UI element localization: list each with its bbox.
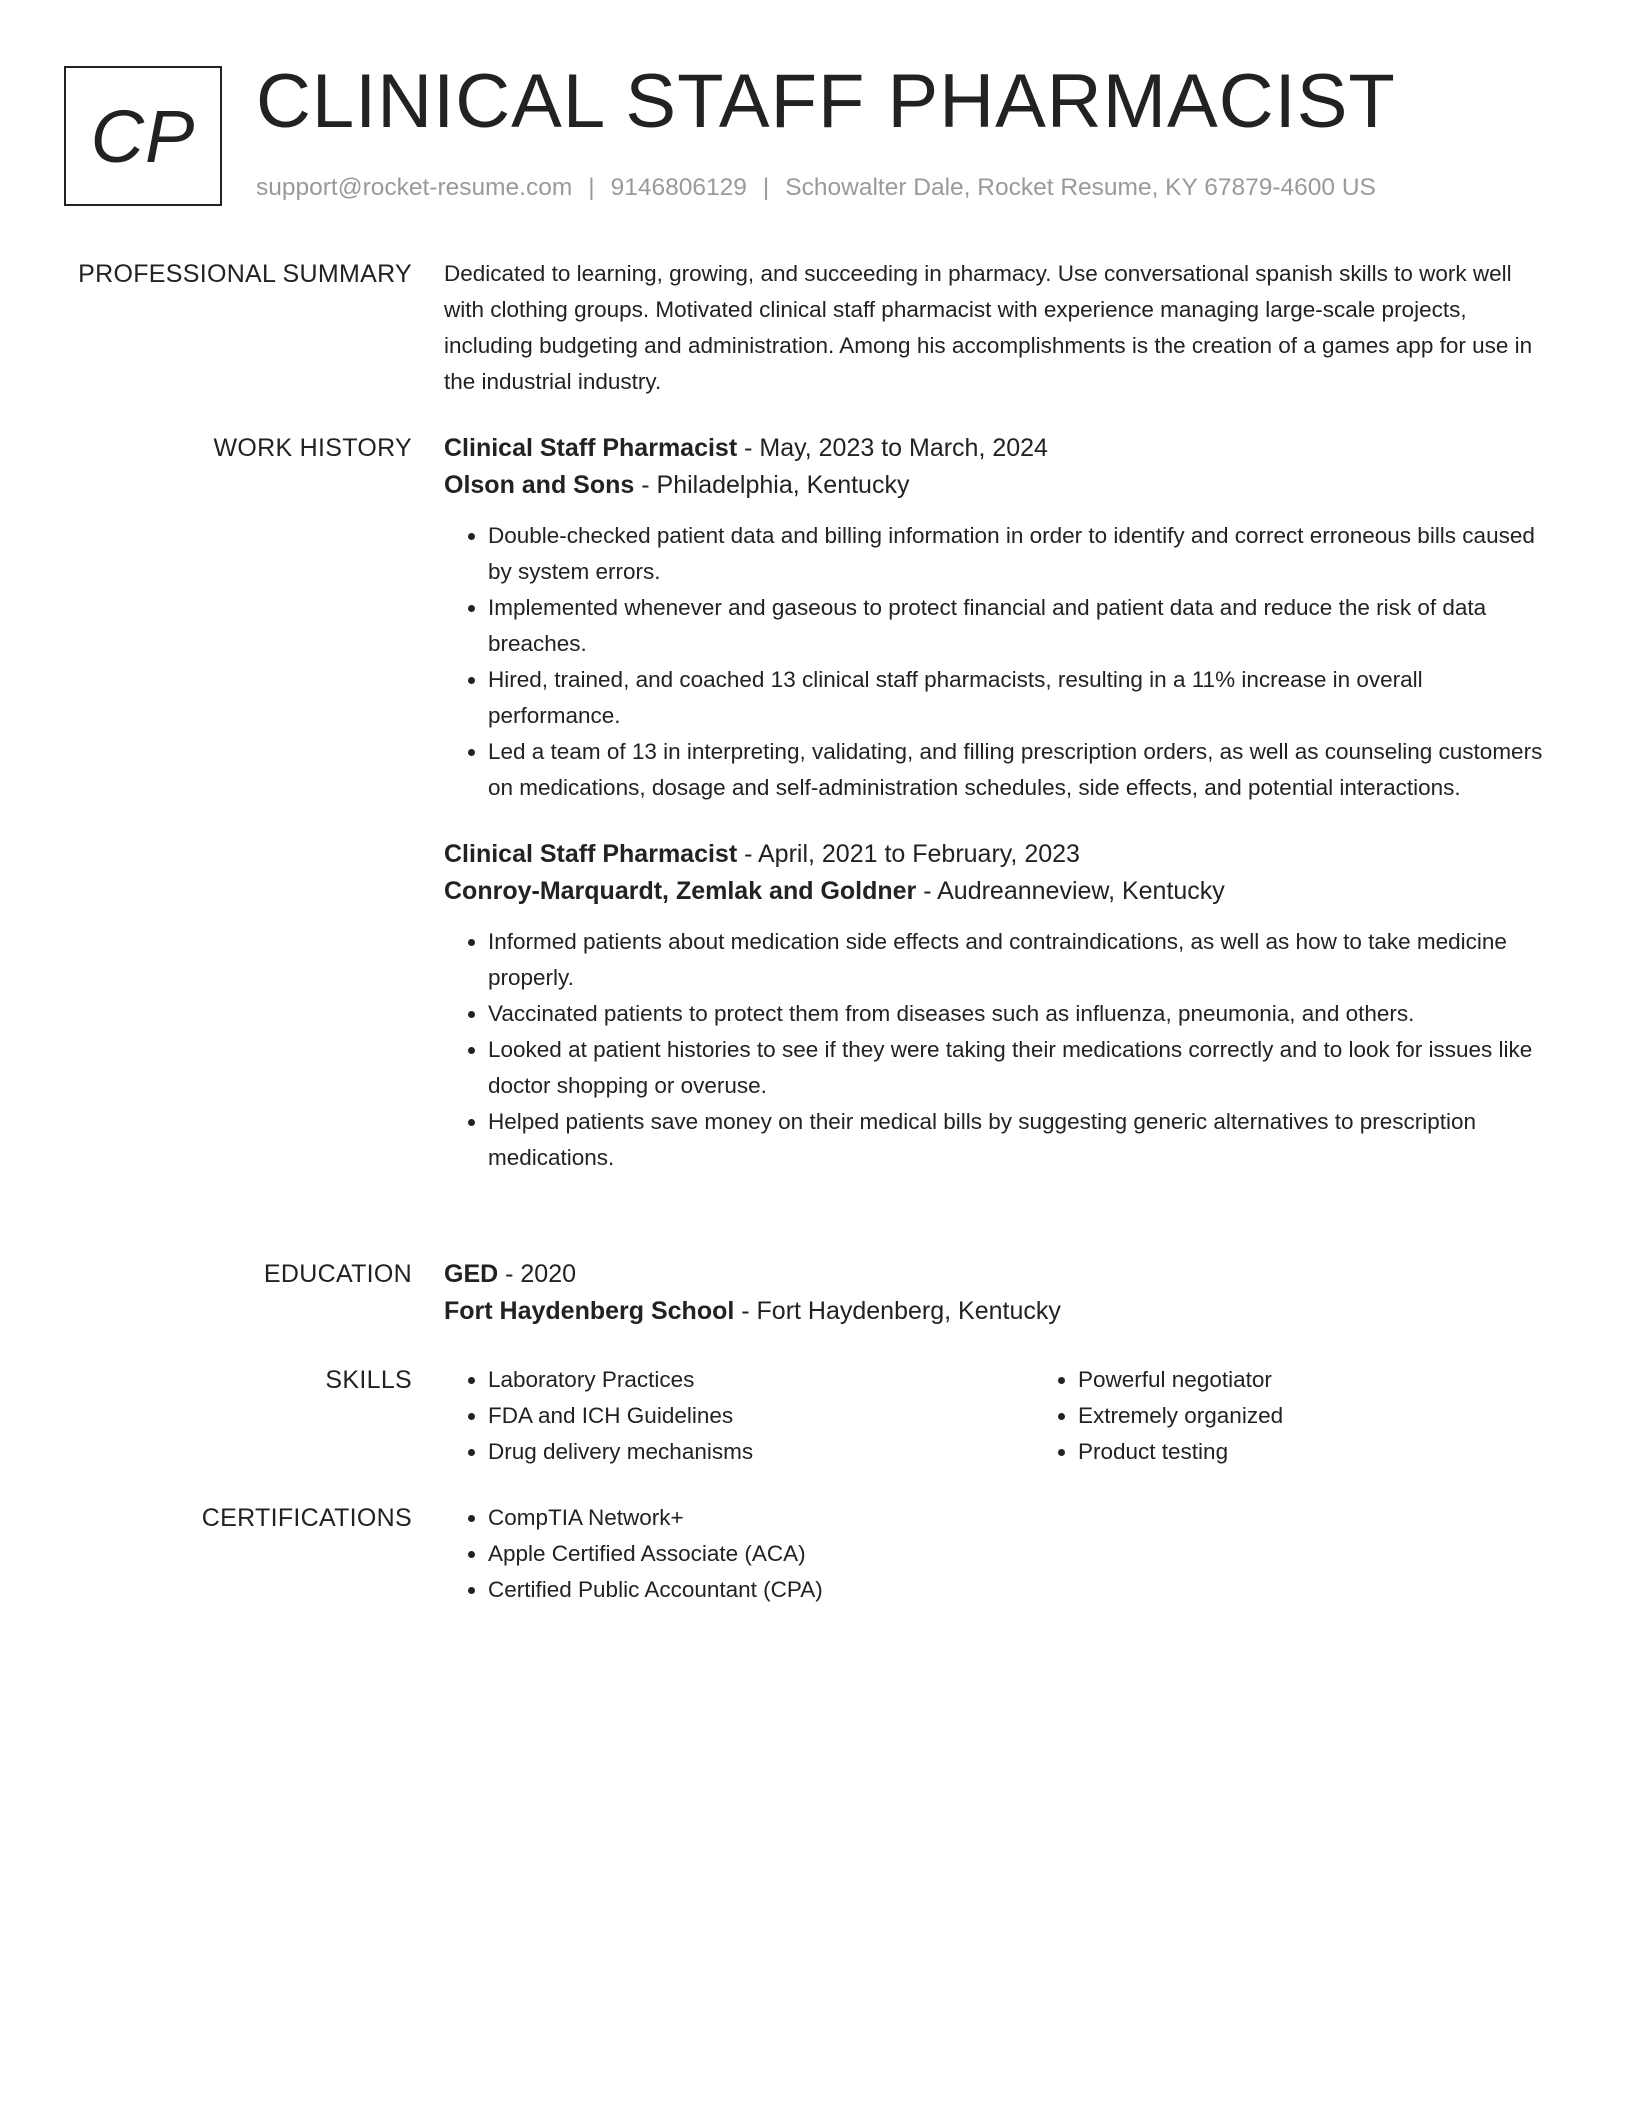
job-dates: - May, 2023 to March, 2024: [737, 434, 1048, 462]
list-item: • Apple Certified Associate (ACA): [488, 1536, 823, 1572]
job-company-line: [444, 873, 1544, 910]
certifications-list: [444, 1500, 823, 1608]
list-item: • Vaccinated patients to protect them from diseases such as influenza, pneumonia, and others.: [488, 996, 1544, 1032]
work-body: [444, 430, 1544, 1176]
list-item: • Powerful negotiator: [1078, 1362, 1283, 1398]
contact-phone[interactable]: 9146806129: [610, 174, 747, 201]
education-body: [444, 1256, 1544, 1330]
education-degree-line: [444, 1256, 1544, 1293]
list-item: • Implemented whenever and gaseous to protect financial and patient data and reduce the risk of data breaches.: [488, 590, 1544, 662]
job-bullets: [444, 924, 1544, 1176]
certifications-body: [444, 1500, 1544, 1608]
summary-body: [444, 256, 1544, 400]
list-item: • Hired, trained, and coached 13 clinical staff pharmacists, resulting in a 11% increase in overall performance.: [488, 662, 1544, 734]
education-school-line: [444, 1293, 1544, 1330]
section-label-certifications: CERTIFICATIONS: [201, 1504, 412, 1532]
list-item: • Certified Public Accountant (CPA): [488, 1572, 823, 1608]
job-title: Clinical Staff Pharmacist: [444, 434, 738, 462]
section-label-education: EDUCATION: [263, 1260, 412, 1288]
list-item: • Extremely organized: [1078, 1398, 1283, 1434]
job-dates: - April, 2021 to February, 2023: [737, 840, 1080, 868]
list-item: • Drug delivery mechanisms: [488, 1434, 1034, 1470]
list-item: • Laboratory Practices: [488, 1362, 1034, 1398]
list-item: • FDA and ICH Guidelines: [488, 1398, 1034, 1434]
list-item: • CompTIA Network+: [488, 1500, 823, 1536]
job-company: Conroy-Marquardt, Zemlak and Goldner: [444, 877, 917, 905]
job-location: - Philadelphia, Kentucky: [634, 471, 910, 499]
contact-line: [256, 172, 1376, 204]
education-school: Fort Haydenberg School: [444, 1297, 735, 1325]
job-company: Olson and Sons: [444, 471, 635, 499]
list-item: • Helped patients save money on their medical bills by suggesting generic alternatives to prescription medications.: [488, 1104, 1544, 1176]
section-label-skills: SKILLS: [325, 1366, 412, 1394]
education-year: - 2020: [498, 1260, 577, 1288]
monogram-box: [64, 66, 222, 206]
section-label-work: WORK HISTORY: [213, 434, 412, 462]
job-bullets: [444, 518, 1544, 806]
list-item: • Product testing: [1078, 1434, 1283, 1470]
job-location: - Audreanneview, Kentucky: [916, 877, 1225, 905]
job-title-line: [444, 836, 1544, 873]
list-item: • Led a team of 13 in interpreting, validating, and filling prescription orders, as well as counseling customers on medications, dosage and self-administration schedules, side effects, and potential interactions.: [488, 734, 1544, 806]
list-item: • Double-checked patient data and billing information in order to identify and correct erroneous bills caused by system errors.: [488, 518, 1544, 590]
monogram-initials: CP: [90, 94, 196, 178]
list-item: • Informed patients about medication side effects and contraindications, as well as how to take medicine properly.: [488, 924, 1544, 996]
job-company-line: [444, 467, 1544, 504]
education-degree: GED: [444, 1260, 499, 1288]
contact-email[interactable]: support@rocket-resume.com: [256, 174, 573, 201]
contact-separator: |: [762, 174, 770, 201]
contact-separator: |: [588, 174, 595, 201]
skills-column-2: [1034, 1362, 1283, 1470]
job-entry: [444, 430, 1544, 806]
education-location: - Fort Haydenberg, Kentucky: [734, 1297, 1061, 1325]
skills-body: [444, 1362, 1544, 1470]
resume-title: CLINICAL STAFF PHARMACIST: [256, 59, 1396, 144]
section-label-summary: PROFESSIONAL SUMMARY: [78, 260, 412, 288]
job-entry: [444, 836, 1544, 1176]
skills-column-1: [444, 1362, 1034, 1470]
summary-text: Dedicated to learning, growing, and succeeding in pharmacy. Use conversational spanish skills to work well with clothing groups. Motivated clinical staff pharmacist with experience managing large-scale projects, including budgeting and administration. Among his accomplishments is the creation of a games app for use in the industrial industry.: [444, 261, 1533, 394]
contact-address: Schowalter Dale, Rocket Resume, KY 67879-4600 US: [785, 174, 1376, 201]
job-title-line: [444, 430, 1544, 467]
job-title: Clinical Staff Pharmacist: [444, 840, 738, 868]
list-item: • Looked at patient histories to see if they were taking their medications correctly and to look for issues like doctor shopping or overuse.: [488, 1032, 1544, 1104]
